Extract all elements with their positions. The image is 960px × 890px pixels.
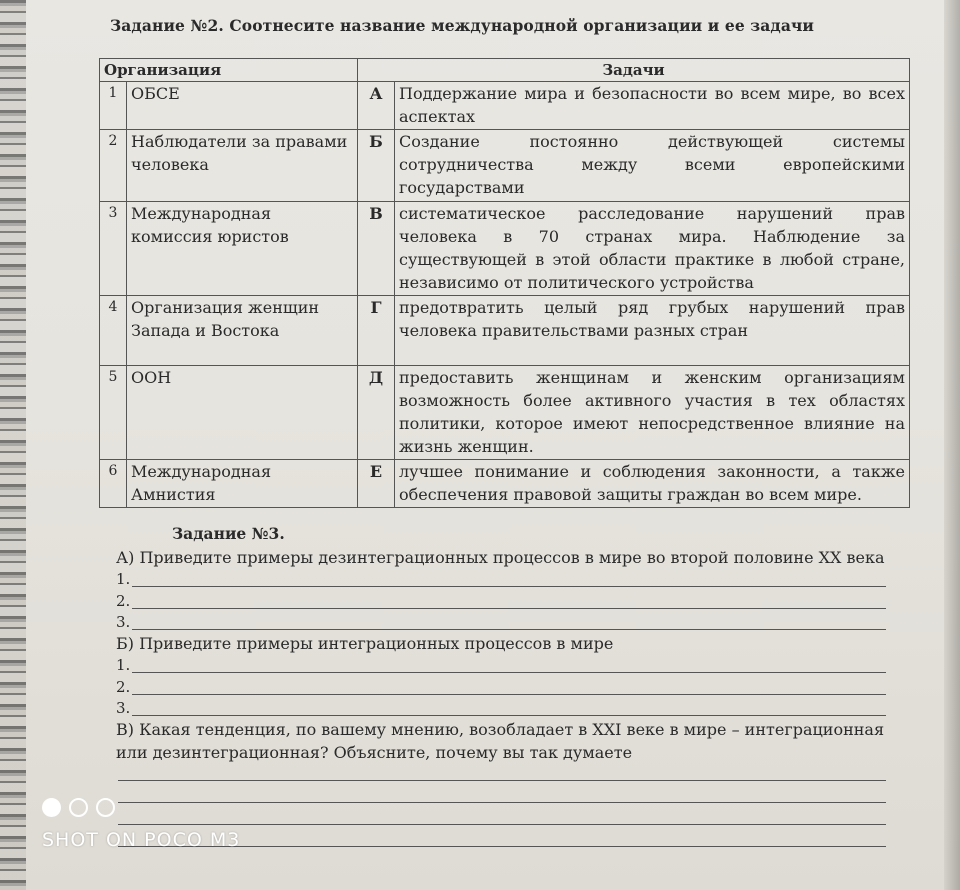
watermark-ring-icon [96, 798, 115, 817]
organization-name: Международная комиссия юристов [127, 202, 358, 296]
task-description: предотвратить целый ряд грубых нарушений прав человека правительствами разных стран [395, 296, 910, 366]
organization-name: Наблюдатели за правами человека [127, 130, 358, 202]
row-number: 4 [100, 296, 127, 366]
question-c-line2: или дезинтеграционная? Объясните, почему вы так думаете [116, 743, 633, 762]
page-edge-shadow [0, 0, 26, 890]
answer-line-c1[interactable] [118, 780, 886, 781]
table-row [100, 130, 910, 202]
task-letter: А [358, 82, 395, 130]
table-row [100, 202, 910, 296]
answer-number: 2. [116, 592, 131, 610]
watermark-dot-icon [42, 798, 61, 817]
organization-name: Международная Амнистия [127, 460, 358, 508]
answer-line-a2[interactable] [132, 608, 886, 609]
answer-line-b1[interactable] [132, 672, 886, 673]
task-letter: Д [358, 366, 395, 460]
answer-line-a3[interactable] [132, 629, 886, 630]
task-description: Создание постоянно действующей системы сотрудничества между всеми европейскими государствами [395, 130, 910, 202]
matching-table [99, 58, 910, 508]
answer-number: 2. [116, 678, 131, 696]
task-letter: В [358, 202, 395, 296]
task-description: Поддержание мира и безопасности во всем мире, во всех аспектах [395, 82, 910, 130]
answer-line-b3[interactable] [132, 715, 886, 716]
task3-title: Задание №3. [172, 524, 285, 543]
table-row [100, 460, 910, 508]
task-letter: Б [358, 130, 395, 202]
answer-line-b2[interactable] [132, 694, 886, 695]
watermark-dots [42, 798, 240, 817]
organization-name: ОБСЕ [127, 82, 358, 130]
table-header-row [100, 59, 910, 82]
watermark-text: SHOT ON POCO M3 [42, 829, 241, 851]
answer-line-a1[interactable] [132, 586, 886, 587]
answer-number: 1. [116, 570, 131, 588]
page-edge-right [944, 0, 960, 890]
row-number: 2 [100, 130, 127, 202]
table-row [100, 82, 910, 130]
task-letter: Г [358, 296, 395, 366]
task-description: систематическое расследование нарушений прав человека в 70 странах мира. Наблюдение за существующей в этой области практике в любой стране, независимо от политического устройства [395, 202, 910, 296]
task-description: лучшее понимание и соблюдения законности, а также обеспечения правовой защиты граждан во всем мире. [395, 460, 910, 508]
question-b: Б) Приведите примеры интеграционных процессов в мире [116, 634, 614, 653]
task-description: предоставить женщинам и женским организациям возможность более активного участия в тех областях политики, которое имеют непосредственное влияние на жизнь женщин. [395, 366, 910, 460]
camera-watermark [42, 798, 240, 851]
table-row [100, 366, 910, 460]
answer-number: 3. [116, 613, 131, 631]
row-number: 6 [100, 460, 127, 508]
row-number: 1 [100, 82, 127, 130]
question-a: А) Приведите примеры дезинтеграционных процессов в мире во второй половине ХХ века [116, 548, 885, 567]
question-c-line1: В) Какая тенденция, по вашему мнению, возобладает в ХХI веке в мире – интеграционная [116, 720, 885, 739]
task-letter: Е [358, 460, 395, 508]
row-number: 5 [100, 366, 127, 460]
watermark-ring-icon [69, 798, 88, 817]
row-number: 3 [100, 202, 127, 296]
task2-title: Задание №2. Соотнесите название международной организации и ее задачи [110, 16, 815, 35]
answer-number: 1. [116, 656, 131, 674]
header-tasks: Задачи [358, 59, 910, 82]
table-row [100, 296, 910, 366]
organization-name: ООН [127, 366, 358, 460]
header-organization: Организация [100, 59, 358, 82]
answer-number: 3. [116, 699, 131, 717]
organization-name: Организация женщин Запада и Востока [127, 296, 358, 366]
